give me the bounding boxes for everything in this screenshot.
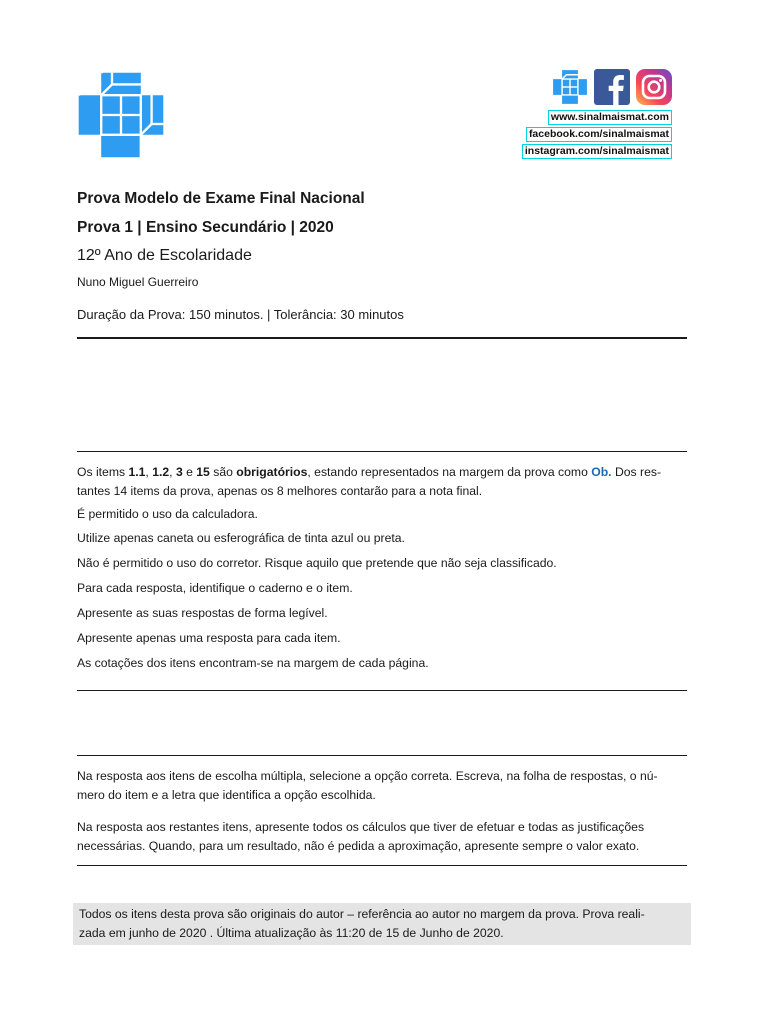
rule-pen: Utilize apenas caneta ou esferográfica de tinta azul ou preta. [77, 531, 405, 545]
rule-calculator: É permitido o uso da calculadora. [77, 507, 258, 521]
facebook-link[interactable]: facebook.com/sinalmaismat [526, 127, 672, 142]
divider [77, 755, 687, 756]
sinalmaismat-logo-icon[interactable] [552, 69, 588, 105]
instruction-open-items: Na resposta aos restantes itens, apresente todos os cálculos que tiver de efetuar e todas as justificações necessárias. Quando, para um resultado, não é pedida a aproximação, apresente sempre o valor exato. [77, 820, 645, 853]
divider [77, 337, 687, 339]
facebook-icon[interactable] [594, 69, 630, 105]
divider [77, 451, 687, 452]
exam-duration: Duração da Prova: 150 minutos. | Tolerância: 30 minutos [77, 307, 404, 322]
rule-legible: Apresente as suas respostas de forma legível. [77, 606, 328, 620]
website-link[interactable]: www.sinalmaismat.com [548, 110, 672, 125]
rules-mandatory-items: Os items 1.1, 1.2, 3 e 15 são obrigatórios, estando representados na margem da prova como Ob. Dos res- tantes 14 items da prova, apenas os 8 melhores contarão para a nota final. [77, 465, 661, 498]
rule-scores: As cotações dos itens encontram-se na margem de cada página. [77, 656, 429, 670]
rule-identify: Para cada resposta, identifique o caderno e o item. [77, 581, 353, 595]
author-name: Nuno Miguel Guerreiro [77, 275, 199, 289]
instagram-icon[interactable] [636, 69, 672, 105]
divider [77, 690, 687, 691]
instagram-link[interactable]: instagram.com/sinalmaismat [522, 144, 672, 159]
school-year: 12º Ano de Escolaridade [77, 247, 252, 264]
sinalmaismat-logo-icon [76, 70, 166, 160]
exam-subtitle: Prova 1 | Ensino Secundário | 2020 [77, 219, 334, 236]
divider [77, 865, 687, 866]
rule-one-answer: Apresente apenas uma resposta para cada item. [77, 631, 341, 645]
ob-marker: Ob. [591, 465, 612, 479]
social-icons [552, 69, 672, 105]
instruction-multiple-choice: Na resposta aos itens de escolha múltipla, selecione a opção correta. Escreva, na folha de respostas, o nú- mero do item e a letra que identifica a opção escolhida. [77, 769, 658, 802]
authorship-note: Todos os itens desta prova são originais do autor – referência ao autor no margem da prova. Prova reali- zada em junho de 2020 . Última atualização às 11:20 de 15 de Junho de 2020. [73, 903, 691, 945]
rule-corrector: Não é permitido o uso do corretor. Risque aquilo que pretende que não seja classificado. [77, 556, 557, 570]
exam-title: Prova Modelo de Exame Final Nacional [77, 190, 365, 207]
